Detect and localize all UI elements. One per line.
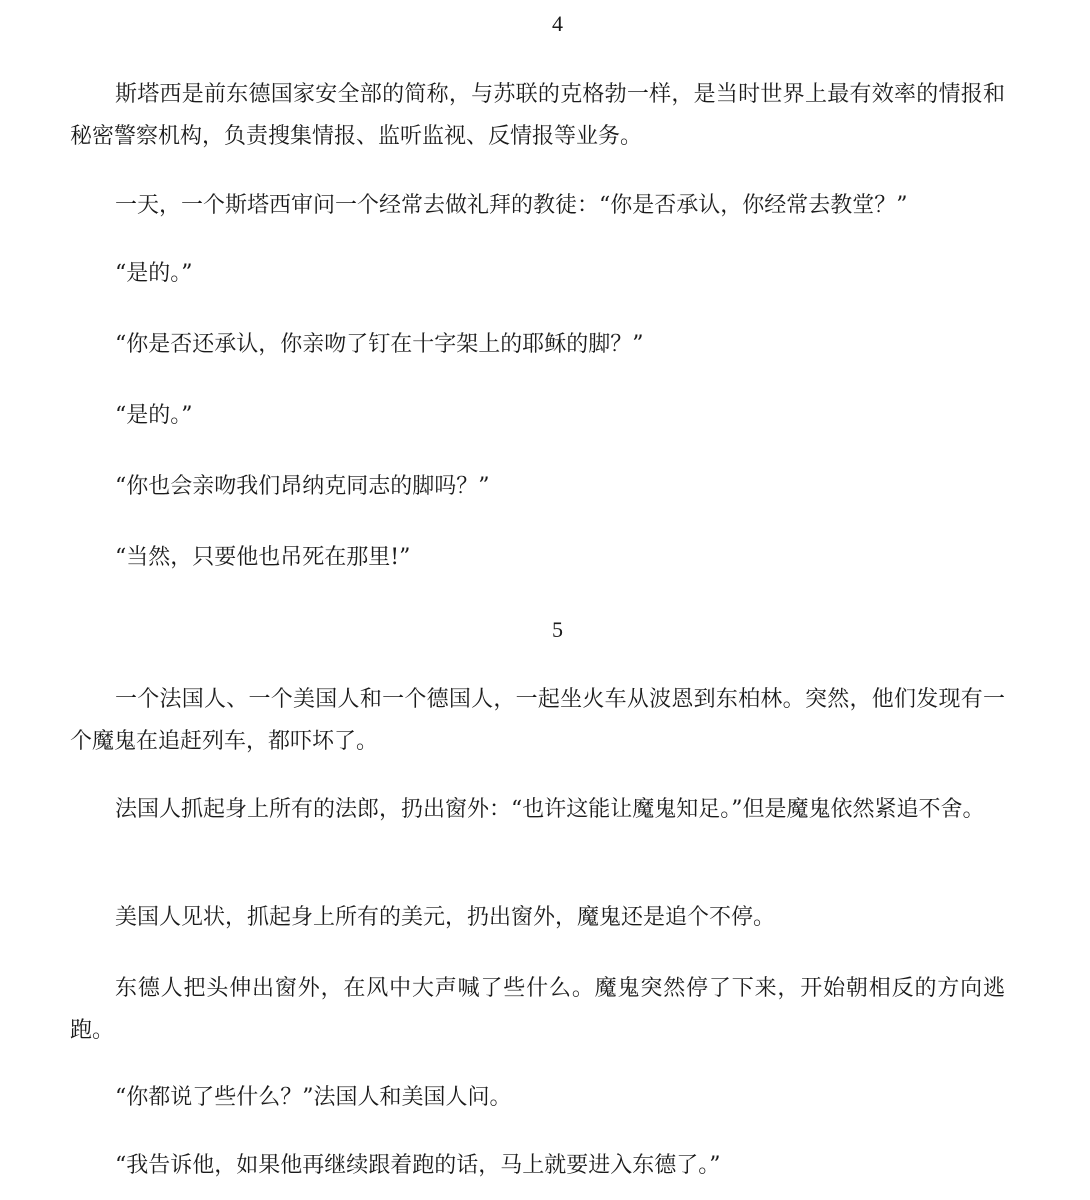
paragraph: 一天，一个斯塔西审问一个经常去做礼拜的教徒：“你是否承认，你经常去教堂？” — [115, 193, 908, 218]
paragraph: “是的。” — [115, 261, 193, 286]
paragraph: “是的。” — [115, 403, 193, 428]
paragraph: 东德人把头伸出窗外，在风中大声喊了些什么。魔鬼突然停了下来，开始朝相反的方向逃跑。 — [70, 976, 1005, 1043]
section-number: 5 — [552, 617, 563, 642]
paragraph: “我告诉他，如果他再继续跟着跑的话，马上就要进入东德了。” — [115, 1153, 721, 1178]
paragraph: 法国人抓起身上所有的法郎，扔出窗外：“也许这能让魔鬼知足。”但是魔鬼依然紧追不舍。 — [115, 797, 985, 822]
section-number: 4 — [552, 11, 563, 36]
paragraph: “你是否还承认，你亲吻了钉在十字架上的耶稣的脚？” — [115, 332, 644, 357]
paragraph: “当然，只要他也吊死在那里!” — [115, 545, 411, 570]
paragraph: “你都说了些什么？”法国人和美国人问。 — [115, 1085, 512, 1110]
paragraph: 斯塔西是前东德国家安全部的简称，与苏联的克格勃一样，是当时世界上最有效率的情报和秘密警察机构，负责搜集情报、监听监视、反情报等业务。 — [70, 82, 1005, 149]
paragraph: 美国人见状，抓起身上所有的美元，扔出窗外，魔鬼还是追个不停。 — [115, 905, 776, 930]
paragraph: 一个法国人、一个美国人和一个德国人，一起坐火车从波恩到东柏林。突然，他们发现有一个魔鬼在追赶列车，都吓坏了。 — [70, 687, 1005, 754]
paragraph: “你也会亲吻我们昂纳克同志的脚吗？” — [115, 474, 490, 499]
